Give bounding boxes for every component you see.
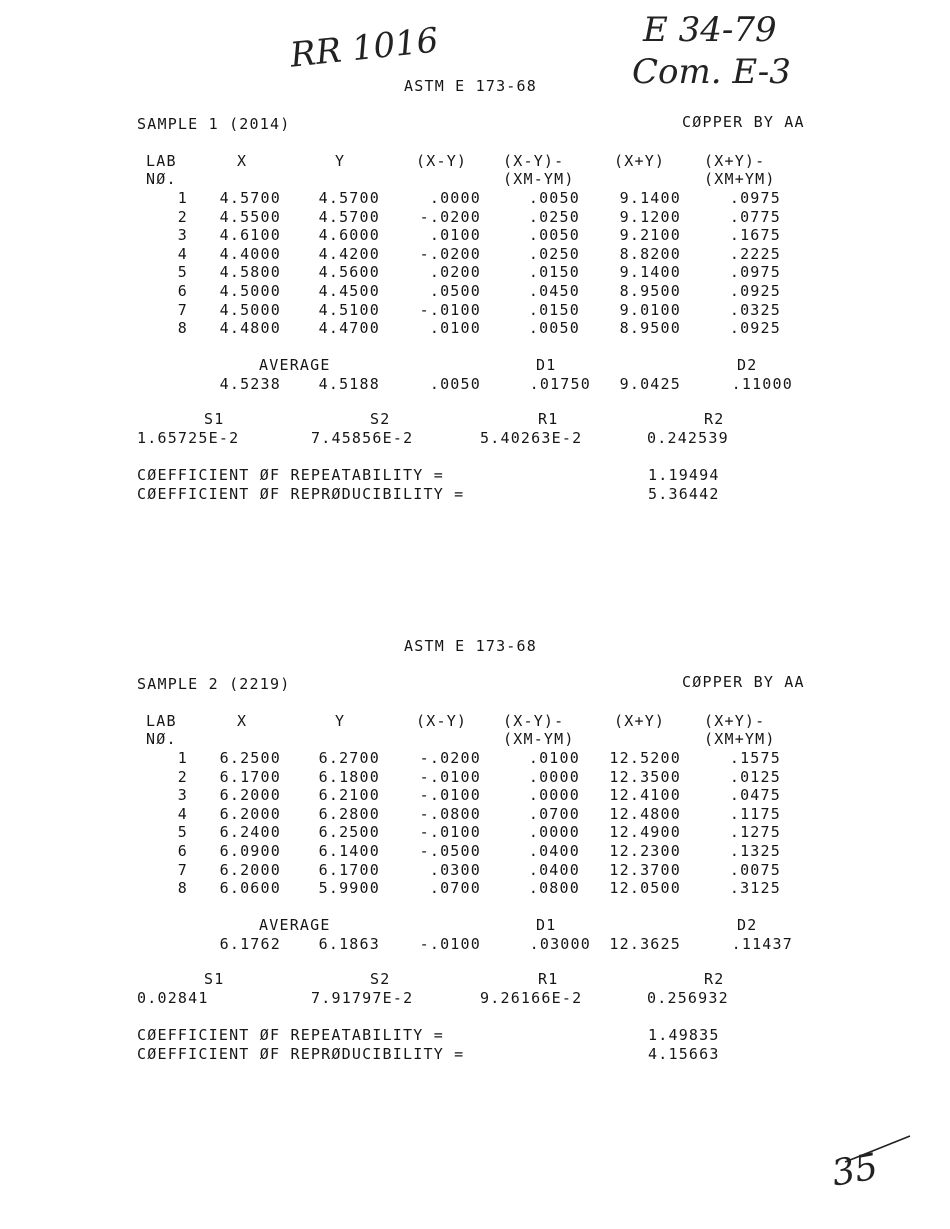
table-cell: 6.2400 — [219, 823, 281, 842]
table-cell: -.0800 — [419, 804, 481, 823]
table-cell: 6.2100 — [318, 786, 380, 805]
s1-value: 0.02841 — [137, 989, 209, 1007]
table-cell: 4.6000 — [318, 226, 380, 245]
col-lab-label: LAB — [146, 712, 177, 730]
col-xpy-dev-label-2: (XM+YM) — [704, 170, 776, 188]
d1-label: D1 — [536, 916, 557, 934]
average-value: 4.5238 — [219, 375, 281, 393]
repeatability-value: 1.49835 — [648, 1026, 720, 1044]
repeatability-value: 1.19494 — [648, 466, 720, 484]
table-cell: .0075 — [729, 860, 781, 879]
table-cell: .0700 — [528, 804, 580, 823]
table-cell: 4.6100 — [219, 226, 281, 245]
col-xpy-dev-label: (X+Y)- — [704, 152, 766, 170]
col-xmy-label: (X-Y) — [416, 152, 468, 170]
handwritten-page-mark: 35 — [828, 1146, 882, 1195]
sample-title: SAMPLE 2 (2219) — [137, 675, 291, 693]
d1-label: D1 — [536, 356, 557, 374]
table-cell: 6.1700 — [318, 860, 380, 879]
table-cell: 9.0100 — [619, 300, 681, 319]
table-cell: -.0100 — [419, 767, 481, 786]
table-cell: 2 — [177, 207, 188, 226]
table-cell: 12.4900 — [609, 823, 681, 842]
col-xpy-label: (X+Y) — [614, 152, 666, 170]
average-value: -.0100 — [419, 935, 481, 953]
table-cell: 4.5500 — [219, 207, 281, 226]
table-cell: .1275 — [729, 823, 781, 842]
d2-label: D2 — [737, 356, 758, 374]
table-cell: 5 — [177, 263, 188, 282]
col-xpy-label: (X+Y) — [614, 712, 666, 730]
table-cell: 4 — [177, 244, 188, 263]
reproducibility-value: 4.15663 — [648, 1045, 720, 1063]
r1-label: R1 — [538, 410, 559, 428]
col-no-label: NØ. — [146, 170, 177, 188]
table-cell: 12.3500 — [609, 767, 681, 786]
s1-label: S1 — [204, 970, 225, 988]
average-value: 9.0425 — [619, 375, 681, 393]
table-cell: 12.0500 — [609, 879, 681, 898]
table-cell: 4.5700 — [318, 189, 380, 207]
table-cell: .0100 — [429, 319, 481, 338]
s2-value: 7.91797E-2 — [311, 989, 414, 1007]
col-y-label: Y — [335, 152, 346, 170]
reproducibility-label: CØEFFICIENT ØF REPRØDUCIBILITY = — [137, 485, 465, 503]
table-cell: 6.2000 — [219, 860, 281, 879]
r2-label: R2 — [704, 410, 725, 428]
section-header-astm: ASTM E 173-68 — [404, 77, 537, 95]
table-cell: .1575 — [729, 749, 781, 767]
reproducibility-label: CØEFFICIENT ØF REPRØDUCIBILITY = — [137, 1045, 465, 1063]
table-cell: 3 — [177, 786, 188, 805]
average-label: AVERAGE — [259, 916, 331, 934]
table-cell: .0700 — [429, 879, 481, 898]
r1-label: R1 — [538, 970, 559, 988]
table-cell: 1 — [177, 189, 188, 207]
average-value: .11437 — [731, 935, 793, 953]
table-cell: 3 — [177, 226, 188, 245]
handwritten-ref-com-e3: Com. E-3 — [632, 52, 791, 92]
table-cell: -.0200 — [419, 244, 481, 263]
table-cell: 6 — [177, 282, 188, 300]
table-cell: .0050 — [528, 189, 580, 207]
table-cell: 8.9500 — [619, 282, 681, 300]
table-cell: .0925 — [729, 282, 781, 300]
average-value: .0050 — [429, 375, 481, 393]
s2-label: S2 — [370, 410, 391, 428]
table-cell: 4.4500 — [318, 282, 380, 300]
table-cell: 6.2000 — [219, 786, 281, 805]
table-cell: 6.2000 — [219, 804, 281, 823]
repeatability-label: CØEFFICIENT ØF REPEATABILITY = — [137, 1026, 444, 1044]
table-cell: 8.9500 — [619, 319, 681, 338]
table-cell: .0475 — [729, 786, 781, 805]
average-value: 6.1762 — [219, 935, 281, 953]
table-cell: .0000 — [528, 786, 580, 805]
table-cell: 4.5100 — [318, 300, 380, 319]
table-cell: .0800 — [528, 879, 580, 898]
col-no-label: NØ. — [146, 730, 177, 748]
page-mark-flourish — [840, 1132, 920, 1172]
table-cell: .1325 — [729, 842, 781, 860]
table-cell: .0300 — [429, 860, 481, 879]
table-cell: 8.8200 — [619, 244, 681, 263]
average-value: 6.1863 — [318, 935, 380, 953]
table-cell: .0250 — [528, 244, 580, 263]
r1-value: 9.26166E-2 — [480, 989, 583, 1007]
table-cell: 6.1700 — [219, 767, 281, 786]
table-cell: 6.2500 — [318, 823, 380, 842]
table-cell: 6.0900 — [219, 842, 281, 860]
table-cell: 6.2700 — [318, 749, 380, 767]
average-value: .03000 — [529, 935, 591, 953]
r2-label: R2 — [704, 970, 725, 988]
table-cell: 9.1400 — [619, 189, 681, 207]
table-cell: .0100 — [528, 749, 580, 767]
table-cell: .0400 — [528, 860, 580, 879]
col-xpy-dev-label: (X+Y)- — [704, 712, 766, 730]
table-cell: 4.5700 — [219, 189, 281, 207]
col-xpy-dev-label-2: (XM+YM) — [704, 730, 776, 748]
col-xmy-dev-label-2: (XM-YM) — [503, 730, 575, 748]
element-label: CØPPER BY AA — [682, 113, 805, 131]
table-cell: .0125 — [729, 767, 781, 786]
table-cell: 6.1800 — [318, 767, 380, 786]
table-cell: -.0100 — [419, 300, 481, 319]
table-cell: 6.2800 — [318, 804, 380, 823]
average-label: AVERAGE — [259, 356, 331, 374]
table-cell: -.0500 — [419, 842, 481, 860]
handwritten-ref-e3479: E 34-79 — [643, 10, 777, 50]
table-cell: 5.9900 — [318, 879, 380, 898]
r1-value: 5.40263E-2 — [480, 429, 583, 447]
table-cell: 6.2500 — [219, 749, 281, 767]
s1-label: S1 — [204, 410, 225, 428]
table-cell: 12.5200 — [609, 749, 681, 767]
table-cell: .0100 — [429, 226, 481, 245]
table-cell: -.0100 — [419, 786, 481, 805]
table-cell: 5 — [177, 823, 188, 842]
table-cell: 9.1400 — [619, 263, 681, 282]
table-cell: .0775 — [729, 207, 781, 226]
sample-title: SAMPLE 1 (2014) — [137, 115, 291, 133]
col-xmy-dev-label: (X-Y)- — [503, 152, 565, 170]
table-cell: .0400 — [528, 842, 580, 860]
table-cell: 4.5000 — [219, 300, 281, 319]
col-xmy-label: (X-Y) — [416, 712, 468, 730]
average-value: .11000 — [731, 375, 793, 393]
table-cell: .0000 — [528, 823, 580, 842]
col-xmy-dev-label-2: (XM-YM) — [503, 170, 575, 188]
table-cell: 2 — [177, 767, 188, 786]
table-cell: 4.4200 — [318, 244, 380, 263]
col-xmy-dev-label: (X-Y)- — [503, 712, 565, 730]
table-cell: .0250 — [528, 207, 580, 226]
table-cell: 4.4700 — [318, 319, 380, 338]
table-cell: .0150 — [528, 300, 580, 319]
section-header-astm: ASTM E 173-68 — [404, 637, 537, 655]
table-cell: 8 — [177, 879, 188, 898]
s1-value: 1.65725E-2 — [137, 429, 240, 447]
average-value: 4.5188 — [318, 375, 380, 393]
table-cell: 6.1400 — [318, 842, 380, 860]
table-cell: 9.2100 — [619, 226, 681, 245]
table-cell: .0150 — [528, 263, 580, 282]
table-cell: 12.3700 — [609, 860, 681, 879]
repeatability-label: CØEFFICIENT ØF REPEATABILITY = — [137, 466, 444, 484]
element-label: CØPPER BY AA — [682, 673, 805, 691]
table-cell: 7 — [177, 860, 188, 879]
table-cell: .0450 — [528, 282, 580, 300]
table-cell: 4 — [177, 804, 188, 823]
col-x-label: X — [237, 152, 248, 170]
table-cell: .0200 — [429, 263, 481, 282]
table-cell: .1675 — [729, 226, 781, 245]
table-cell: 12.2300 — [609, 842, 681, 860]
table-cell: .0050 — [528, 226, 580, 245]
table-cell: .0925 — [729, 319, 781, 338]
table-cell: 4.5000 — [219, 282, 281, 300]
table-cell: .0325 — [729, 300, 781, 319]
table-cell: 4.5600 — [318, 263, 380, 282]
table-cell: -.0200 — [419, 207, 481, 226]
table-cell: 7 — [177, 300, 188, 319]
table-cell: .2225 — [729, 244, 781, 263]
table-cell: 9.1200 — [619, 207, 681, 226]
table-cell: -.0200 — [419, 749, 481, 767]
d2-label: D2 — [737, 916, 758, 934]
table-cell: 8 — [177, 319, 188, 338]
table-cell: 1 — [177, 749, 188, 767]
table-cell: .0050 — [528, 319, 580, 338]
col-lab-label: LAB — [146, 152, 177, 170]
col-y-label: Y — [335, 712, 346, 730]
s2-value: 7.45856E-2 — [311, 429, 414, 447]
handwritten-note-rr1016: RR 1016 — [288, 20, 441, 76]
table-cell: 4.5700 — [318, 207, 380, 226]
table-cell: .1175 — [729, 804, 781, 823]
s2-label: S2 — [370, 970, 391, 988]
table-cell: 4.5800 — [219, 263, 281, 282]
col-x-label: X — [237, 712, 248, 730]
table-cell: -.0100 — [419, 823, 481, 842]
table-cell: .0000 — [528, 767, 580, 786]
table-cell: .0975 — [729, 263, 781, 282]
table-cell: .0975 — [729, 189, 781, 207]
r2-value: 0.242539 — [647, 429, 729, 447]
table-cell: 4.4000 — [219, 244, 281, 263]
table-cell: 12.4800 — [609, 804, 681, 823]
table-cell: 6 — [177, 842, 188, 860]
average-value: .01750 — [529, 375, 591, 393]
r2-value: 0.256932 — [647, 989, 729, 1007]
table-cell: 4.4800 — [219, 319, 281, 338]
reproducibility-value: 5.36442 — [648, 485, 720, 503]
table-cell: 12.4100 — [609, 786, 681, 805]
table-cell: .0000 — [429, 189, 481, 207]
table-cell: .0500 — [429, 282, 481, 300]
table-cell: .3125 — [729, 879, 781, 898]
average-value: 12.3625 — [609, 935, 681, 953]
table-cell: 6.0600 — [219, 879, 281, 898]
